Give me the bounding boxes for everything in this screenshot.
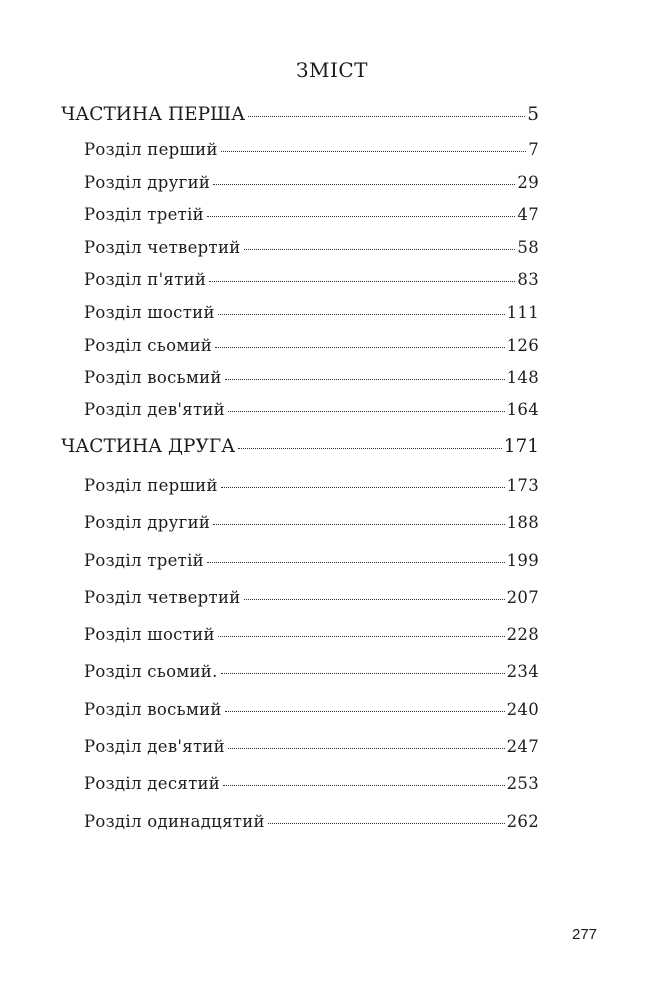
toc-page-number: 199 (506, 551, 539, 570)
dot-leader (228, 411, 505, 412)
dot-leader (213, 524, 504, 525)
toc-page-number: 7 (528, 140, 539, 159)
dot-leader (228, 748, 505, 749)
toc-page-number: 247 (506, 737, 539, 756)
toc-page-number: 83 (517, 270, 539, 289)
toc-entry-label: Розділ п'ятий (84, 270, 207, 289)
toc-entry[interactable] (84, 513, 539, 532)
toc-entry-label: Розділ дев'ятий (84, 400, 225, 419)
dot-leader (218, 314, 505, 315)
toc-entry-label: Розділ сьомий. (84, 662, 218, 681)
toc-page-number: 234 (506, 662, 539, 681)
dot-leader (215, 347, 505, 348)
toc-entry-label: Розділ восьмий (84, 368, 222, 387)
toc-page-number: 58 (517, 238, 539, 257)
dot-leader (248, 116, 525, 117)
toc-entry[interactable] (84, 625, 539, 644)
dot-leader (221, 151, 526, 152)
page-title: ЗМІСТ (296, 58, 368, 82)
toc-entry[interactable] (84, 662, 539, 681)
toc-page-number: 111 (506, 303, 539, 322)
toc-entry-label: Розділ дев'ятий (84, 737, 225, 756)
toc-part-1[interactable] (61, 104, 539, 125)
toc-page-number: 29 (517, 173, 539, 192)
dot-leader (225, 379, 505, 380)
toc-entry[interactable] (84, 774, 539, 793)
dot-leader (268, 823, 505, 824)
toc-entry[interactable] (84, 551, 539, 570)
dot-leader (207, 562, 505, 563)
toc-page-number: 148 (506, 368, 539, 387)
toc-entry[interactable] (84, 700, 539, 719)
toc-entry[interactable] (84, 812, 539, 831)
toc-entry-label: Розділ четвертий (84, 588, 241, 607)
dot-leader (244, 599, 505, 600)
toc-entry[interactable] (84, 400, 539, 419)
toc-entry[interactable] (84, 140, 539, 159)
toc-entry-label: Розділ другий (84, 173, 211, 192)
dot-leader (225, 711, 505, 712)
toc-page-number: 173 (506, 476, 539, 495)
toc-entry-label: Розділ четвертий (84, 238, 241, 257)
toc-page-number: 262 (506, 812, 539, 831)
toc-part-label: ЧАСТИНА ПЕРША (61, 104, 246, 125)
toc-entry-label: Розділ третій (84, 551, 204, 570)
toc-part-label: ЧАСТИНА ДРУГА (61, 436, 236, 457)
toc-entry-label: Розділ третій (84, 205, 204, 224)
dot-leader (221, 487, 505, 488)
toc-entry[interactable] (84, 270, 539, 289)
toc-entry[interactable] (84, 368, 539, 387)
dot-leader (218, 636, 505, 637)
dot-leader (221, 673, 505, 674)
toc-page-number: 207 (506, 588, 539, 607)
toc-entry-label: Розділ другий (84, 513, 211, 532)
toc-entry[interactable] (84, 588, 539, 607)
toc-entry[interactable] (84, 303, 539, 322)
toc-entry-label: Розділ сьомий (84, 336, 213, 355)
toc-entry-label: Розділ шостий (84, 303, 215, 322)
dot-leader (209, 281, 515, 282)
dot-leader (244, 249, 516, 250)
toc-entry[interactable] (84, 238, 539, 257)
toc-page-number: 240 (506, 700, 539, 719)
page-number: 277 (572, 926, 598, 943)
toc-entry-label: Розділ десятий (84, 774, 221, 793)
toc-entry-label: Розділ восьмий (84, 700, 222, 719)
toc-page-number: 188 (506, 513, 539, 532)
toc-page-number: 126 (506, 336, 539, 355)
toc-page-number: 228 (506, 625, 539, 644)
toc-page-number: 253 (506, 774, 539, 793)
toc-entry-label: Розділ перший (84, 140, 218, 159)
dot-leader (223, 785, 504, 786)
toc-entry[interactable] (84, 336, 539, 355)
toc-entry[interactable] (84, 476, 539, 495)
toc-entry-label: Розділ одинадцятий (84, 812, 265, 831)
toc-page-number: 164 (506, 400, 539, 419)
toc-entry-label: Розділ шостий (84, 625, 215, 644)
dot-leader (238, 448, 502, 449)
dot-leader (207, 216, 515, 217)
toc-entry-label: Розділ перший (84, 476, 218, 495)
toc-entry[interactable] (84, 737, 539, 756)
toc-part-2[interactable] (61, 436, 539, 457)
toc-page-number: 47 (517, 205, 539, 224)
toc-page-number: 5 (527, 104, 539, 125)
toc-entry[interactable] (84, 205, 539, 224)
toc-page-number: 171 (503, 436, 539, 457)
toc-entry[interactable] (84, 173, 539, 192)
dot-leader (213, 184, 515, 185)
